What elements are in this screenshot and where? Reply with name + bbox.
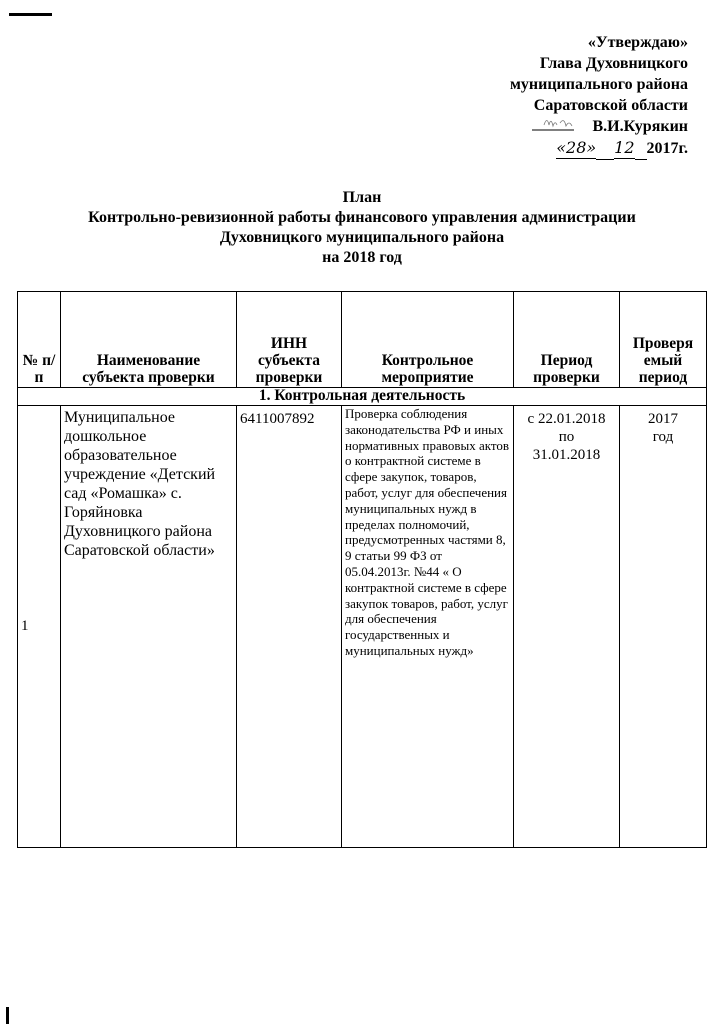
section-row xyxy=(18,388,707,406)
checked-year: 2017 xyxy=(648,411,678,427)
approval-position-2: муниципального района xyxy=(510,76,688,93)
period-to-word: по xyxy=(558,429,575,445)
cell-subject-name: Муниципальное дошкольное образовательное учреждение «Детский сад «Ромашка» с. Горяйновка Духовницкого района Саратовской области» xyxy=(61,406,237,848)
date-quote-open: « xyxy=(556,138,567,157)
header-inn: ИНН субъекта проверки xyxy=(237,292,342,388)
cell-period xyxy=(514,406,620,848)
header-period: Период проверки xyxy=(514,292,620,388)
table-row xyxy=(18,406,707,848)
cell-inn: 6411007892 xyxy=(237,406,342,848)
header-activity: Контрольное мероприятие xyxy=(342,292,514,388)
signer-name: В.И.Курякин xyxy=(592,118,688,135)
document-title xyxy=(0,188,724,268)
approval-block xyxy=(510,32,688,160)
signature-line xyxy=(510,116,688,137)
section-title: 1. Контрольная деятельность xyxy=(18,388,707,406)
scan-mark-left xyxy=(6,1007,9,1024)
header-name: Наименование субъекта проверки xyxy=(61,292,237,388)
date-month: 12 xyxy=(614,138,635,157)
period-from: с 22.01.2018 xyxy=(527,411,606,427)
title-line-1: План xyxy=(342,189,382,206)
checked-word: год xyxy=(652,429,674,445)
header-num: № п/п xyxy=(18,292,61,388)
header-checked-period: Проверя емый период xyxy=(620,292,707,388)
date-quote-close: » xyxy=(586,138,597,157)
cell-checked-period xyxy=(620,406,707,848)
approval-position: Глава Духовницкого xyxy=(539,55,688,72)
approval-region: Саратовской области xyxy=(533,97,688,114)
date-month-blank-2 xyxy=(635,138,647,160)
title-line-3: Духовницкого муниципального района xyxy=(219,229,505,246)
date-year: 2017г. xyxy=(646,140,688,157)
title-line-4: на 2018 год xyxy=(322,249,402,266)
plan-table xyxy=(17,291,707,848)
cell-activity: Проверка соблюдения законодательства РФ и иных нормативных правовых актов о контрактной системе в сфере закупок, товаров, работ, услуг для обеспечения муниципальных нужд в пределах полномочий, предусмотренных частями 8, 9 статьи 99 ФЗ от 05.04.2013г. №44 « О контрактной системе в сфере закупок товаров, работ, услуг для обеспечения государственных и муниципальных нужд» xyxy=(342,406,514,848)
cell-num: 1 xyxy=(18,406,61,848)
date-month-blank xyxy=(596,138,614,160)
table-header-row xyxy=(18,292,707,388)
title-line-2: Контрольно-ревизионной работы финансового управления администрации xyxy=(88,209,636,226)
approval-date xyxy=(510,137,688,160)
approval-heading: «Утверждаю» xyxy=(587,34,688,51)
scan-mark-top xyxy=(9,13,52,16)
period-to: 31.01.2018 xyxy=(532,447,601,463)
signature-icon xyxy=(530,117,592,131)
date-day: 28 xyxy=(566,138,587,157)
